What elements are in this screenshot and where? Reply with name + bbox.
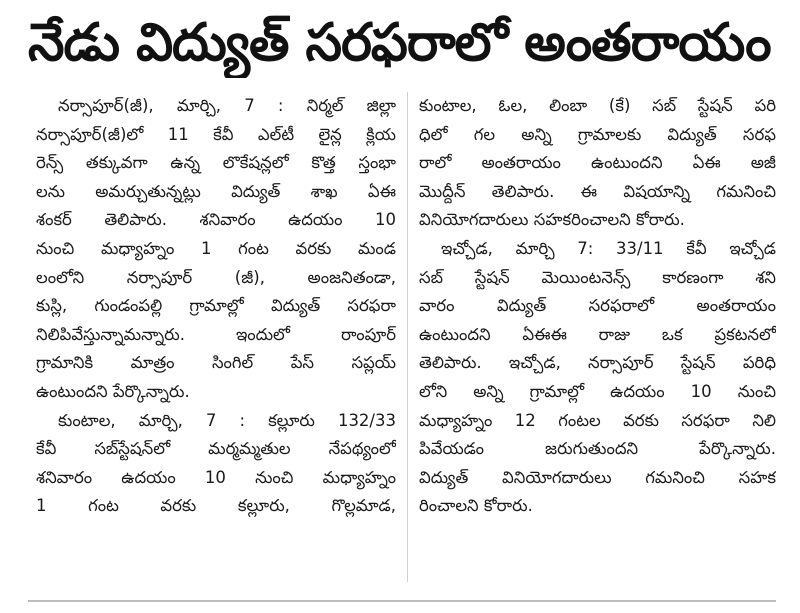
article-body: [36, 92, 776, 592]
text-line: మధ్యాహ్నం 12 గంటల వరకు సరఫరా నిలి: [419, 410, 776, 430]
text-line: కుంటాల, ఓల, లింబా (కే) సబ్ స్టేషన్ పరి: [419, 96, 776, 115]
text-line: రాలో అంతరాయం ఉంటుందని ఏఈ అజీ: [419, 153, 776, 173]
text-line: కుస్లి, గుండంపల్లి గ్రామాల్లో విద్యుత్ సరఫరా: [36, 296, 396, 316]
text-line: లను అమర్చుతున్నట్లు విద్యుత్ శాఖ ఏఈ: [36, 181, 396, 201]
text-line: పివేయడం జరుగుతుందని పేర్కొన్నారు.: [419, 439, 776, 459]
text-line: విద్యుత్ వినియోగదారులు గమనించి సహక: [419, 467, 776, 487]
left-paragraph-2: [36, 407, 396, 521]
text-line: లోని అన్ని గ్రామాల్లో ఉదయం 10 నుంచి: [419, 381, 776, 401]
text-line: ఉంటుందని ఏఈఈ రాజు ఒక ప్రకటనలో: [419, 324, 776, 344]
text-line: ధిలో గల అన్ని గ్రామాలకు విద్యుత్ సరఫ: [419, 124, 776, 144]
bottom-divider: [28, 600, 776, 602]
right-paragraph-1: [419, 92, 776, 235]
text-line: నుంచి మధ్యాహ్నం 1 గంట వరకు మండ: [36, 238, 396, 258]
text-line: నర్సాపూర్(జీ)లో 11 కేవీ ఎల్‌టీ లైన్ల క్లియ: [36, 124, 396, 144]
text-line: శంకర్ తెలిపారు. శనివారం ఉదయం 10: [36, 210, 396, 230]
text-line: కుంటాల, మార్చి, 7 : కల్లూరు 132/33: [58, 410, 396, 430]
text-line: ఇచ్చోడ, మార్చి 7: 33/11 కేవీ ఇచ్చోడ: [441, 238, 776, 258]
text-line: వారం విద్యుత్ సరఫరాలో అంతరాయం: [419, 296, 776, 316]
headline: నేడు విద్యుత్ సరఫరాలో అంతరాయం: [28, 13, 771, 73]
text-line: సబ్ స్టేషన్ మెయింటనెన్స్ కారణంగా శని: [419, 267, 776, 287]
text-line: తెలిపారు. ఇచ్చోడ, నర్సాపూర్ స్టేషన్ పరిధి: [419, 353, 776, 373]
text-line: రించాలని కోరారు.: [419, 496, 533, 516]
text-line: కేవీ సబ్‌స్టేషన్‌లో మర్మమ్మతుల నేపథ్యంలో: [36, 439, 396, 459]
text-line: వినియోగదారులు సహకరించాలని కోరారు.: [419, 210, 685, 230]
text-line: మొద్దీన్ తెలిపారు. ఈ విషయాన్ని గమనించి: [419, 181, 776, 201]
left-paragraph-1: [36, 92, 396, 407]
text-line: శనివారం ఉదయం 10 నుంచి మధ్యాహ్నం: [36, 467, 396, 487]
text-line: లంలోని నర్సాపూర్ (జీ), అంజనితండా,: [36, 267, 396, 287]
text-line: ఉంటుందని పేర్కొన్నారు.: [36, 381, 190, 401]
text-line: నర్సాపూర్(జీ), మార్చి, 7 : నిర్మల్ జిల్లా: [58, 96, 396, 115]
text-line: రెన్స్ తక్కువగా ఉన్న లొకేషన్లలో కొత్త స్తంభా: [36, 153, 396, 173]
right-paragraph-2: [419, 235, 776, 521]
right-column: [419, 92, 776, 521]
text-line: నిలిపివేస్తున్నామన్నారు. ఇందులో రాంపూర్: [36, 324, 396, 344]
column-divider: [407, 92, 408, 582]
text-line: గ్రామానికి మాత్రం సింగిల్ పేస్ సప్లయ్: [36, 353, 396, 373]
text-line: 1 గంట వరకు కల్లూరు, గొల్లమాడ,: [36, 496, 396, 516]
left-column: [36, 92, 396, 521]
